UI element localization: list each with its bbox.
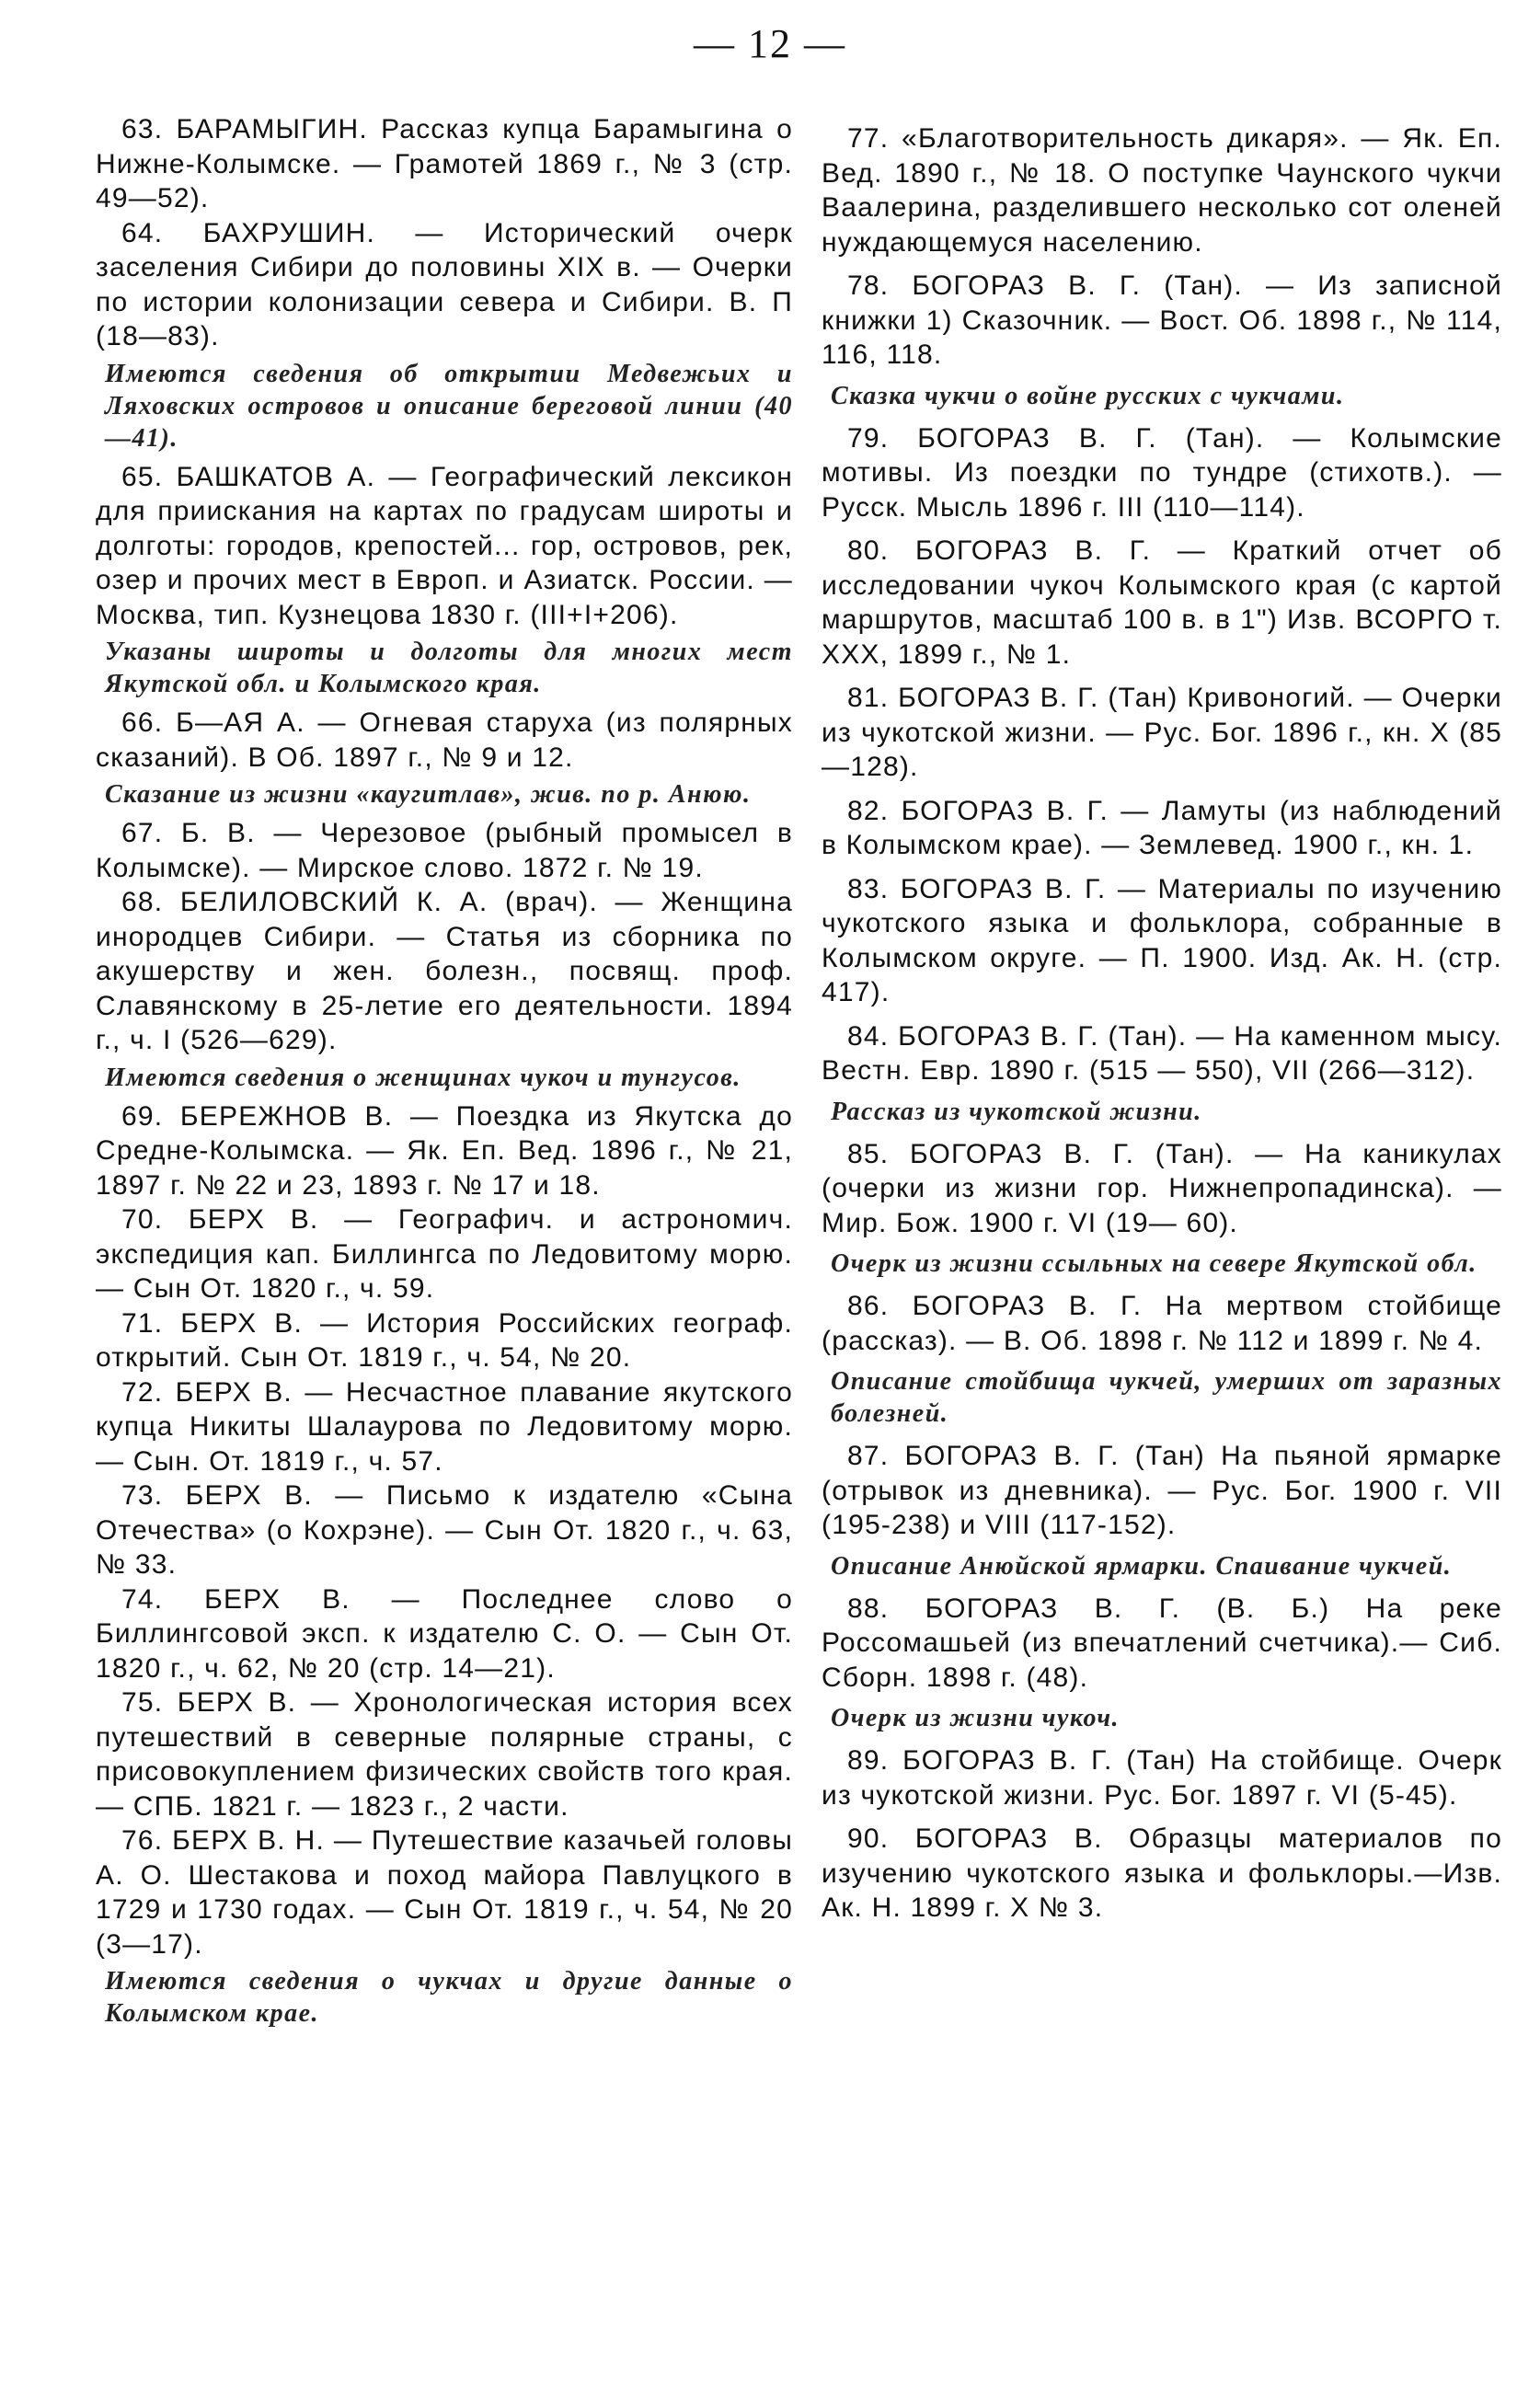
bibliography-entry: 81. БОГОРАЗ В. Г. (Тан) Кривоногий. — Очерки из чукотской жизни. — Рус. Бог. 1896 г., кн. X (85—128).: [822, 683, 1502, 782]
bibliography-entry: 65. БАШКАТОВ А. — Географический лексикон для приискания на картах по градусам широты и долготы: городов, крепостей... гор, островов, рек, озер и прочих мест в Европ. и Азиатск. России. — Москва, тип. Кузнецова 1830 г. (III+I+206).: [96, 461, 793, 630]
bibliography-entry: 72. БЕРХ В. — Несчастное плавание якутского купца Никиты Шалаурова по Ледовитому морю. — Сын. От. 1819 г., ч. 57.: [96, 1376, 793, 1477]
bibliography-entry: 73. БЕРХ В. — Письмо к издателю «Сына Отечества» (о Кохрэне). — Сын От. 1820 г., ч. 63, № 33.: [96, 1480, 793, 1580]
entry-annotation: Рассказ из чукотской жизни.: [831, 1097, 1202, 1126]
bibliography-entry: 82. БОГОРАЗ В. Г. — Ламуты (из наблюдений в Колымском крае). — Землевед. 1900 г., кн. 1.: [822, 795, 1502, 860]
bibliography-entry: 79. БОГОРАЗ В. Г. (Тан). — Колымские мотивы. Из поездки по тундре (стихотв.). — Русск. Мысль 1896 г. III (110—114).: [822, 422, 1502, 523]
bibliography-entry: 76. БЕРХ В. Н. — Путешествие казачьей головы А. О. Шестакова и поход майора Павлуцкого в 1729 и 1730 годах. — Сын От. 1819 г., ч. 54, № 20 (3—17).: [96, 1825, 793, 1960]
bibliography-entry: 66. Б—АЯ А. — Огневая старуха (из полярных сказаний). В Об. 1897 г., № 9 и 12.: [96, 707, 793, 773]
right-column: [822, 112, 1502, 1926]
bibliography-entry: 70. БЕРХ В. — Географич. и астрономич. экспедиция кап. Биллингса по Ледовитому морю. — Сын От. 1820 г., ч. 59.: [96, 1204, 793, 1304]
entry-annotation: Очерк из жизни чукоч.: [831, 1704, 1121, 1732]
bibliography-entry: 75. БЕРХ В. — Хронологическая история всех путешествий в северные полярные страны, с присовокуплением физических свойств того края. — СПБ. 1821 г. — 1823 г., 2 части.: [96, 1687, 793, 1822]
bibliography-entry: 84. БОГОРАЗ В. Г. (Тан). — На каменном мысу. Вестн. Евр. 1890 г. (515 — 550), VII (266—312).: [822, 1020, 1502, 1086]
entry-annotation: Сказание из жизни «каугитлав», жив. по р. Анюю.: [105, 780, 752, 809]
entry-annotation: Описание стойбища чукчей, умерших от заразных болезней.: [831, 1367, 1502, 1428]
bibliography-entry: 69. БЕРЕЖНОВ В. — Поездка из Якутска до Средне-Колымска. — Як. Еп. Вед. 1896 г., № 21, 1897 г. № 22 и 23, 1893 г. № 17 и 18.: [96, 1100, 793, 1201]
page-number: — 12 —: [694, 21, 846, 66]
bibliography-entry: 71. БЕРХ В. — История Российских географ. открытий. Сын От. 1819 г., ч. 54, № 20.: [96, 1307, 793, 1373]
bibliography-entry: 87. БОГОРАЗ В. Г. (Тан) На пьяной ярмарке (отрывок из дневника). — Рус. Бог. 1900 г. VII (195-238) и VIII (117-152).: [822, 1441, 1502, 1540]
bibliography-entry: 78. БОГОРАЗ В. Г. (Тан). — Из записной книжки 1) Сказочник. — Вост. Об. 1898 г., № 114, 116, 118.: [822, 270, 1502, 370]
bibliography-entry: 74. БЕРХ В. — Последнее слово о Биллингсовой эксп. к издателю С. О. — Сын От. 1820 г., ч. 62, № 20 (стр. 14—21).: [96, 1583, 793, 1684]
bibliography-entry: 88. БОГОРАЗ В. Г. (В. Б.) На реке Россомашьей (из впечатлений счетчика).— Сиб. Сборн. 1898 г. (48).: [822, 1593, 1502, 1693]
entry-annotation: Имеются сведения о женщинах чукоч и тунгусов.: [105, 1063, 741, 1092]
bibliography-entry: 83. БОГОРАЗ В. Г. — Материалы по изучению чукотского языка и фольклора, собранные в Колымском округе. — П. 1900. Изд. Ак. Н. (стр. 417).: [822, 873, 1502, 1007]
entry-annotation: Указаны широты и долготы для многих мест Якутской обл. и Колымского края.: [105, 638, 793, 698]
entry-annotation: Имеются сведения об открытии Медвежьих и Ляховских островов и описание береговой линии (40—41).: [105, 359, 793, 453]
bibliography-entry: 67. Б. В. — Черезовое (рыбный промысел в Колымске). — Мирское слово. 1872 г. № 19.: [96, 818, 793, 883]
bibliography-entry: 85. БОГОРАЗ В. Г. (Тан). — На каникулах (очерки из жизни гор. Нижнепропадинска). — Мир. Бож. 1900 г. VI (19— 60).: [822, 1138, 1502, 1238]
bibliography-entry: 89. БОГОРАЗ В. Г. (Тан) На стойбище. Очерк из чукотской жизни. Рус. Бог. 1897 г. VI (5-45).: [822, 1745, 1502, 1811]
entry-annotation: Очерк из жизни ссыльных на севере Якутской обл.: [831, 1249, 1477, 1278]
bibliography-entry: 80. БОГОРАЗ В. Г. — Краткий отчет об исследовании чукоч Колымского края (с картой маршрутов, масштаб 100 в. в 1") Изв. ВСОРГО т. XXX, 1899 г., № 1.: [822, 535, 1502, 670]
bibliography-entry: 64. БАХРУШИН. — Исторический очерк заселения Сибири до половины XIX в. — Очерки по истории колонизации севера и Сибири. В. П (18—83).: [96, 217, 793, 351]
bibliography-entry: 77. «Благотворительность дикаря». — Як. Еп. Вед. 1890 г., № 18. О поступке Чаунского чукчи Ваалерина, разделившего несколько сот оленей нуждающемуся населению.: [822, 123, 1502, 258]
entry-annotation: Описание Анюйской ярмарки. Спаивание чукчей.: [831, 1551, 1453, 1581]
bibliography-entry: 68. БЕЛИЛОВСКИЙ К. А. (врач). — Женщина инородцев Сибири. — Статья из сборника по акушерству и жен. болезн., посвящ. проф. Славянскому в 25-летие его деятельности. 1894 г., ч. I (526—629).: [96, 887, 793, 1055]
left-column: [96, 112, 793, 2035]
bibliography-entry: 86. БОГОРАЗ В. Г. На мертвом стойбище (рассказ). — В. Об. 1898 г. № 112 и 1899 г. № 4.: [822, 1291, 1502, 1356]
entry-annotation: Сказка чукчи о войне русских с чукчами.: [831, 381, 1345, 410]
bibliography-entry: 63. БАРАМЫГИН. Рассказ купца Барамыгина о Нижне-Колымске. — Грамотей 1869 г., № 3 (стр. 49—52).: [96, 114, 793, 213]
entry-annotation: Имеются сведения о чукчах и другие данные о Колымском крае.: [105, 1967, 793, 2028]
bibliography-entry: 90. БОГОРАЗ В. Образцы материалов по изучению чукотского языка и фольклоры.—Изв. Ак. Н. 1899 г. X № 3.: [822, 1823, 1502, 1923]
